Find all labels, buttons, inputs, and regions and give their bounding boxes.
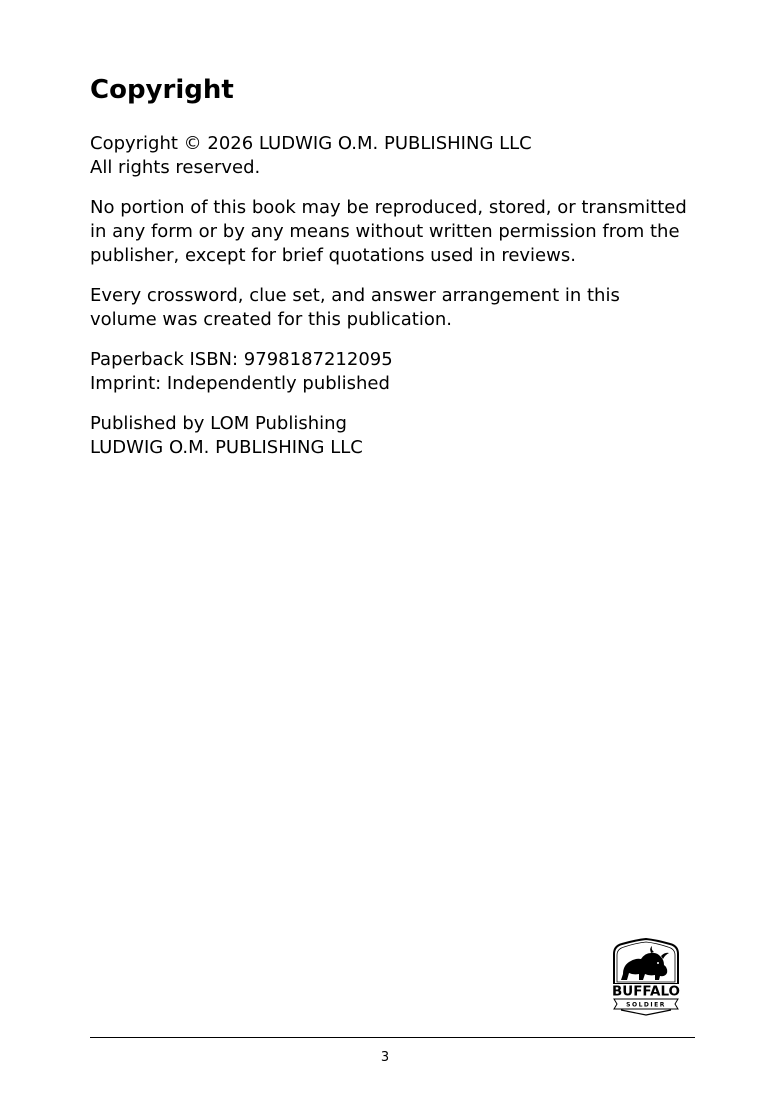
- copyright-notice: [90, 132, 690, 180]
- publisher-line: Published by LOM Publishing: [90, 413, 347, 434]
- footer-divider: [90, 1037, 695, 1038]
- imprint-line: Imprint: Independently published: [90, 373, 390, 394]
- originality-text: Every crossword, clue set, and answer arrangement in this volume was created for this publication.: [90, 285, 620, 330]
- copyright-body: [90, 132, 690, 476]
- publisher-company-line: LUDWIG O.M. PUBLISHING LLC: [90, 437, 363, 458]
- edition-info: [90, 348, 690, 396]
- reproduction-text: No portion of this book may be reproduced, stored, or transmitted in any form or by any means without written permission from the publisher, except for brief quotations used in reviews.: [90, 197, 687, 266]
- page-number: 3: [380, 1050, 390, 1065]
- rights-line: All rights reserved.: [90, 157, 261, 178]
- isbn-line: Paperback ISBN: 9798187212095: [90, 349, 393, 370]
- page-title: Copyright: [90, 75, 234, 105]
- publisher-info: [90, 412, 690, 460]
- copyright-line: Copyright © 2026 LUDWIG O.M. PUBLISHING LLC: [90, 133, 532, 154]
- logo-subtext: SOLDIER: [626, 1001, 666, 1009]
- reproduction-notice: [90, 196, 690, 268]
- logo-wordmark: BUFFALO: [612, 984, 680, 1000]
- originality-notice: [90, 284, 690, 332]
- buffalo-shield-icon: [609, 938, 683, 1016]
- publisher-logo: [609, 938, 683, 1016]
